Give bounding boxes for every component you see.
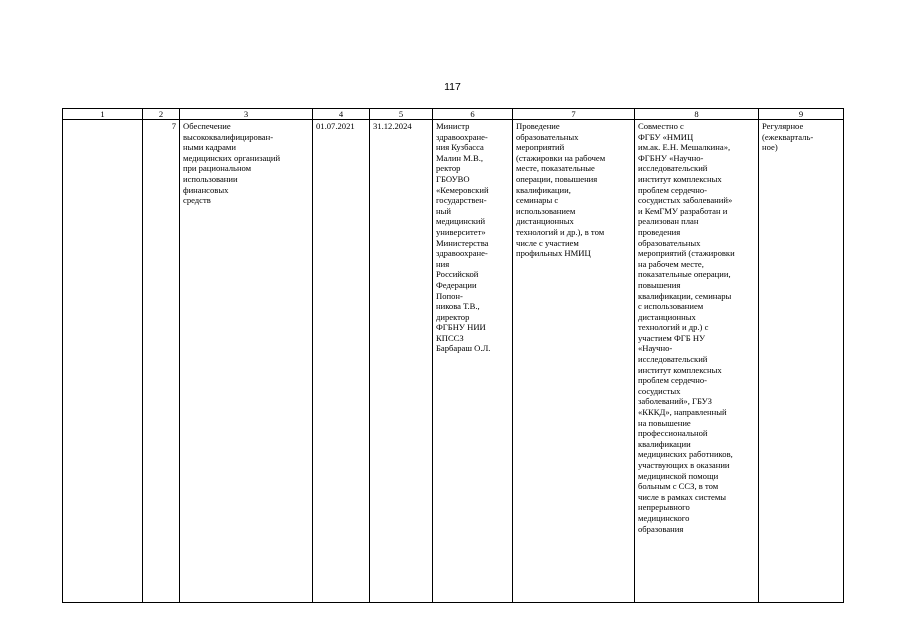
cell-text-line: профильных НМИЦ <box>516 248 591 259</box>
cell-text-line: операции, повышения <box>516 173 598 184</box>
cell-text-line: высококвалифицирован- <box>183 131 274 142</box>
cell-text-line: ФГБУ «НМИЦ <box>638 131 694 142</box>
cell-text-line: дистанционных <box>516 216 574 227</box>
cell-frequency <box>759 120 844 603</box>
cell-text-line: сосудистых <box>638 385 681 396</box>
cell-text-line: при рациональном <box>183 163 252 174</box>
cell-text-line: университет» <box>436 226 486 237</box>
cell-text-line: ФГБНУ НИИ <box>436 322 486 333</box>
cell-text-line: Малин М.В., <box>436 152 483 163</box>
header-cell: 2 <box>143 109 180 120</box>
cell-text-line: ния <box>436 258 450 269</box>
cell-text-line: образовательных <box>638 237 701 248</box>
cell-text-line: повышения <box>638 279 681 290</box>
cell-text-line: проблем сердечно- <box>638 375 708 386</box>
cell-text-line: исследовательский <box>638 163 708 174</box>
cell-text-line: государствен- <box>436 195 487 206</box>
cell-text-line: Министр <box>436 121 470 131</box>
cell-text-line: и КемГМУ разработан и <box>638 205 728 216</box>
cell-text-line: медицинский <box>436 216 486 227</box>
cell-description <box>513 120 635 603</box>
cell-text-line: проведения <box>638 226 681 237</box>
cell-text-line: никова Т.В., <box>436 301 480 312</box>
cell-end-date: 31.12.2024 <box>370 120 433 603</box>
cell-text-line: месте, показательные <box>516 163 595 174</box>
cell-text-line: Совместно с <box>638 121 684 131</box>
cell-text-line: участием ФГБ НУ <box>638 332 706 343</box>
header-cell: 4 <box>313 109 370 120</box>
cell-text-line: КПССЗ <box>436 332 464 343</box>
cell-text-line: реализован план <box>638 216 699 227</box>
cell-text-line: профессиональной <box>638 428 708 439</box>
cell-text-line: медицинского <box>638 512 690 523</box>
cell-text-line: Проведение <box>516 121 560 131</box>
cell-text-line: мероприятий <box>516 142 565 153</box>
table-row <box>63 120 844 603</box>
cell-text-line: финансовых <box>183 184 229 195</box>
cell-result <box>635 120 759 603</box>
cell-text-line: заболеваний», ГБУЗ <box>638 396 712 407</box>
cell-text-line: дистанционных <box>638 311 696 322</box>
cell-text-line: на рабочем месте, <box>638 258 704 269</box>
header-cell: 1 <box>63 109 143 120</box>
cell-responsible <box>433 120 513 603</box>
cell-text-line: семинары с <box>516 195 559 206</box>
cell-text-line: использовании <box>183 173 238 184</box>
cell-text-line: технологий и др.), в том <box>516 226 605 237</box>
cell-text-line: Регулярное <box>762 121 804 131</box>
cell-text-line: ными кадрами <box>183 142 236 153</box>
cell-text-line: ния Кузбасса <box>436 142 484 153</box>
cell-text-line: Федерации <box>436 279 477 290</box>
cell-text-line: ректор <box>436 163 461 174</box>
header-cell: 9 <box>759 109 844 120</box>
cell-text-line: медицинских организаций <box>183 152 281 163</box>
cell-text-line: квалификации, семинары <box>638 290 732 301</box>
cell-col1 <box>63 120 143 603</box>
cell-text-line: «КККД», направленный <box>638 407 727 418</box>
cell-text-line: мероприятий (стажировки <box>638 248 735 259</box>
cell-text-line: проблем сердечно- <box>638 184 708 195</box>
cell-text-line: использованием <box>516 205 576 216</box>
cell-text-line: Российской <box>436 269 479 280</box>
cell-measure-name <box>180 120 313 603</box>
measures-table <box>62 108 844 603</box>
cell-text-line: им.ак. Е.Н. Мешалкина», <box>638 142 731 153</box>
cell-text-line: ный <box>436 205 451 216</box>
cell-text-line: квалификации <box>638 438 691 449</box>
cell-text-line: здравоохране- <box>436 131 488 142</box>
cell-text-line: участвующих в оказании <box>638 460 730 470</box>
cell-text-line: (ежекварталь- <box>762 131 814 142</box>
header-cell: 6 <box>433 109 513 120</box>
header-cell: 7 <box>513 109 635 120</box>
cell-text-line: институт комплексных <box>638 364 722 375</box>
cell-text-line: с использованием <box>638 301 704 312</box>
cell-text-line: «Научно- <box>638 343 673 354</box>
cell-start-date: 01.07.2021 <box>313 120 370 603</box>
cell-text-line: (стажировки на рабочем <box>516 152 606 163</box>
cell-text-line: Обеспечение <box>183 121 231 131</box>
header-cell: 3 <box>180 109 313 120</box>
cell-text-line: ГБОУВО <box>436 173 470 184</box>
header-cell: 5 <box>370 109 433 120</box>
cell-text-line: непрерывного <box>638 502 690 513</box>
cell-text-line: ФГБНУ «Научно- <box>638 152 704 163</box>
cell-item-number: 7 <box>143 120 180 603</box>
cell-text-line: здравоохране- <box>436 248 488 259</box>
cell-text-line: показательные операции, <box>638 269 731 280</box>
cell-text-line: квалификации, <box>516 184 571 195</box>
cell-text-line: Барбараш О.Л. <box>436 343 491 354</box>
cell-text-line: медицинской помощи <box>638 470 719 481</box>
cell-text-line: образовательных <box>516 131 579 142</box>
cell-text-line: больным с ССЗ, в том <box>638 481 719 492</box>
cell-text-line: Министерства <box>436 237 489 248</box>
cell-text-line: «Кемеровский <box>436 184 489 195</box>
cell-text-line: числе в рамках системы <box>638 491 727 502</box>
cell-text-line: на повышение <box>638 417 691 428</box>
header-cell: 8 <box>635 109 759 120</box>
cell-text-line: числе с участием <box>516 237 579 248</box>
cell-text-line: исследовательский <box>638 354 708 365</box>
cell-text-line: ное) <box>762 142 778 153</box>
cell-text-line: сосудистых заболеваний» <box>638 195 733 206</box>
cell-text-line: директор <box>436 311 470 322</box>
cell-text-line: технологий и др.) с <box>638 322 709 333</box>
cell-text-line: институт комплексных <box>638 173 722 184</box>
cell-text-line: средств <box>183 195 211 206</box>
cell-text-line: Попон- <box>436 290 463 301</box>
header-row <box>63 109 844 120</box>
cell-text-line: медицинских работников, <box>638 449 733 460</box>
cell-text-line: образования <box>638 523 684 534</box>
page-number: 117 <box>444 81 461 93</box>
